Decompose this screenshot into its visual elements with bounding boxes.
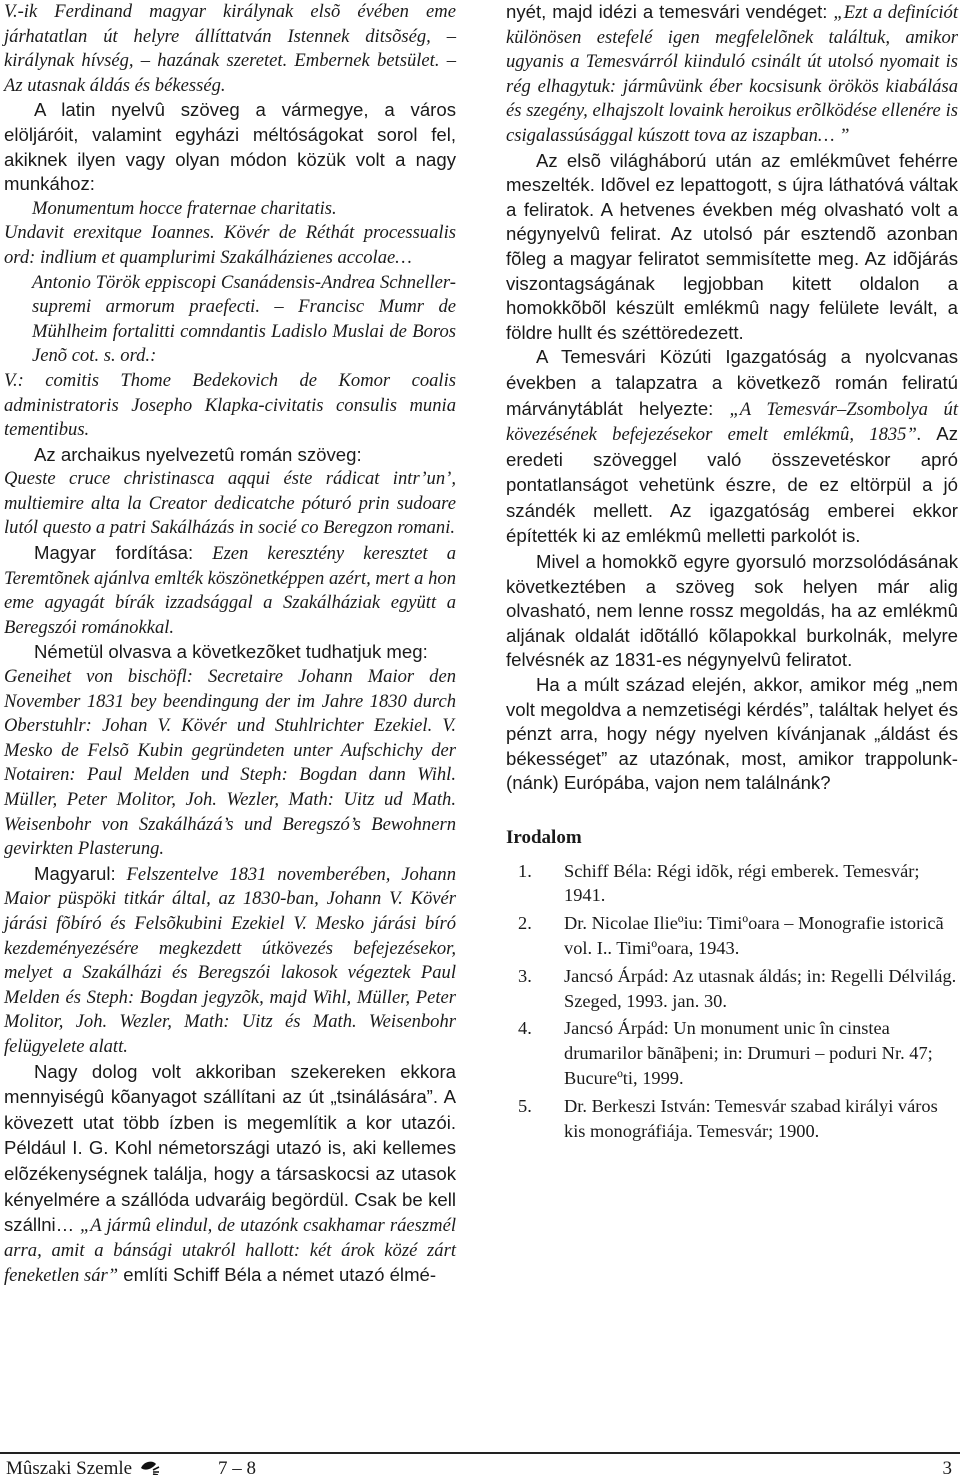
left-column [4, 0, 456, 1289]
reference-item [506, 911, 958, 961]
marble-plaque-quote: „A Temesvár–Zsombolya út kövezésének befejezésekor emelt emlékmû, 1835”. [506, 398, 958, 446]
page-footer [0, 1458, 960, 1478]
right-column [506, 0, 958, 1146]
paragraph-marble-plaque [506, 345, 958, 550]
paragraph-german-translation [4, 862, 456, 1060]
reference-item [506, 859, 958, 909]
romanian-inscription: Queste cruce christinasca aqqui éste rádicat intr’un’, multiemire alta la Creator dedicatche póturó prin sudoare lutól questo a patri Sakálházás in socié co Beregzon romani. [4, 468, 456, 539]
paragraph-post-war: Az elsõ világháború után az emlékmûvet fehérre meszelték. Idõvel ez lepattogott, s újra láthatóvá váltak a feliratok. A hetvenes években még olvasható volt a négynyelvû felirat. Az utolsó pár esztendõ azonban fõleg a magyar feliratot semmisítette meg. Az idõjárás viszontagságának legjobban kitett oldalon a homokkõbõl készült emlékmû nagy felülete levált, a földre hullt és széttöredezett. [506, 149, 958, 343]
latin-line: Monumentum hocce fraternae charitatis. [32, 197, 337, 219]
latin-line: V.: comitis Thome Bedekovich de Komor coalis administratoris Josepho Klapka-civitatis consulis munia tementibus. [4, 369, 456, 441]
reference-number: 2. [518, 913, 532, 934]
references-list [506, 859, 958, 1144]
journal-name [6, 1458, 166, 1480]
label-hungarian-translation: Magyar fordítása: [34, 542, 194, 564]
hungarian-translation-text: Ezen keresztény keresztet a Teremtõnek ajánlva emlték köszönetképpen azért, mert a hon eme agyagát bírák izzadsággal a Szakálháziak együtt a Beregszói románokkal. [4, 543, 457, 638]
reference-number: 5. [518, 1095, 532, 1116]
issue-number: 7 – 8 [218, 1458, 256, 1479]
paragraph-traveler-quote [506, 0, 958, 149]
reference-text: Jancsó Árpád: Az utasnak áldás; in: Regelli Délvilág. Szeged, 1993. jan. 30. [564, 965, 957, 1011]
paragraph-hungarian-translation [4, 541, 456, 640]
reference-item [506, 964, 958, 1014]
paragraph-road-history [4, 1060, 456, 1289]
paragraph-latin-intro: A latin nyelvû szöveg a vármegye, a város elöljáróit, valamint egyházi méltóságokat sorol fel, akiknek ilyen vagy olyan módon közük volt a nagy munkához: [4, 99, 456, 195]
paragraph-romanian-intro: Az archaikus nyelvezetû román szöveg: [34, 443, 362, 465]
reference-text: Schiff Béla: Régi idõk, régi emberek. Temesvár; 1941. [564, 860, 920, 906]
traveler-quote: „Ezt a definíciót különösen estefelé igen megfelelõnek találtuk, amikor ugyanis a Temesvárról kiinduló csinált út utolsó nyomait is rég elhagytuk: jármûvünk éber kocsisunk örökös kiabálása és szegény, elhajszolt lovaink heroikus erõlködése ellenére is csigalassúsággal kúszott tova az iszapban… ” [506, 2, 958, 146]
latin-inscription [4, 197, 456, 443]
paragraph-closing: Ha a múlt század elején, akkor, amikor még „nem volt megoldva a nemzetiségi kérdés”, találtak helyet és pénzt arra, hogy négy nyelven kívánjanak „áldást és békességet” az utazónak, most, amikor trappolunk-(nánk) Európába, vajon nem találnánk? [506, 674, 958, 794]
reference-number: 1. [518, 860, 532, 881]
marble-plaque-end: Az eredeti szöveggel való összevetéskor apró pontatlanságot vehetünk észre, de ez eltörpül a jó szándék mellett. Az igazgatóság emberei ekkor építették ki az emlékmû melletti parkolót is. [506, 423, 959, 547]
road-history-text: Nagy dolog volt akkoriban szekereken ekkora mennyiségû kõanyagot szállítani az út „tsinálására”. A kövezett utat több ízben is megemlítik a kor utazói. Például I. G. Kohl németországi utazó is, aki kellemes elõzékenységnek találja, hogy a társaskocsi az utasok kényelmére a szállóda udvaráig begördül. Csak be kell szállni… [4, 1060, 456, 1236]
paragraph-sandstone: Mivel a homokkõ egyre gyorsuló morzsolódásának következtében a szöveg sok helyen már alig olvasható, nem lenne rossz megoldás, ha az emlékmû aljának oldalát idõtálló kõlapokkal burkolnák, melyre felvésnék az 1831-es négynyelvû feliratot. [506, 551, 958, 671]
road-history-quote: „A jármû elindul, de utazónk csakhamar ráeszmél arra, amit a bánsági utakról hallott: két árok közé zárt feneketlen sár” [4, 1215, 456, 1287]
latin-line: Undavit erexitque Ioannes. Kövér de Réthát processualis ord: indlium et quamplurimi Szakálházienes accolae… [4, 222, 456, 268]
reference-text: Dr. Nicolae Ilieºiu: Timiºoara – Monografie istoricã vol. I.. Timiºoara, 1943. [564, 913, 944, 958]
reference-number: 4. [518, 1018, 532, 1039]
marble-plaque-lead: A Temesvári Közúti Igazgatóság a nyolcvanas években a talapzatra a következõ román feliratú márványtáblát helyezte: [506, 346, 958, 419]
label-magyarul: Magyarul: [34, 862, 116, 884]
reference-item [506, 1016, 958, 1090]
leaf-icon [140, 1460, 160, 1475]
page-number: 3 [942, 1458, 952, 1479]
reference-number: 3. [518, 965, 532, 986]
paragraph-inscription-hungarian: V.-ik Ferdinand magyar királynak elsõ évében eme járhatatlan út helyre állíttatván Istennek ditsõség, – királynak hívség, – hazának szeretet. Embernek betsület. – Az utasnak áldás és békesség. [4, 1, 456, 96]
references-title: Irodalom [506, 827, 582, 848]
reference-text: Jancsó Árpád: Un monument unic în cinstea drumarilor bãnãþeni; in: Drumuri – poduri Nr. 47; Bucureºti, 1999. [564, 1018, 933, 1088]
reference-item [506, 1094, 958, 1144]
footer-rule [0, 1452, 960, 1454]
journal-title: Mûszaki Szemle [6, 1458, 133, 1479]
latin-line: Antonio Török eppiscopi Csanádensis-Andrea Schneller-supremi armorum praefecti. – Francisc Mumr de Mühlheim fortalitti comndantis Ladislo Muslai de Boros Jenõ cot. s. ord.: [32, 271, 456, 367]
german-inscription: Geneihet von bischöfl: Secretaire Johann Maior den November 1831 bey beendingung der im Jahre 1830 durch Oberstuhlr: Johan V. Kövér und Stuhlrichter Ezekiel. V. Mesko de Felsõ Kubin gegründeten unter Aufschichy der Notairen: Paul Melden und Steph: Bogdan dann Wihl. Müller, Peter Molitor, Joh. Wezler, Math: Uitz ud Math. Weisenbohr von Szakálházá’s und Beregszó’s Bewohnern gevirkten Plasterung. [4, 666, 456, 860]
paragraph-german-intro: Németül olvasva a következõket tudhatjuk meg: [34, 641, 428, 663]
traveler-quote-lead: nyét, majd idézi a temesvári vendéget: [506, 1, 834, 22]
german-translation-text: Felszentelve 1831 novemberében, Johann Maior püspöki titkár által, az 1830-ban, Johann V. Kövér járási fõbíró és Felsõkubini Ezekiel V. Mesko járási bíró kezdeményezésére megkezdett útkövezés befejezésekor, melyet a Szakálházi és Beregszói lakosok végeztek Paul Melden és Steph: Bogdan jegyzõk, majd Wihl, Müller, Peter Molitor, Joh. Wezler, Math: Uitz és Math. Weisenbohr felügyelete alatt. [4, 863, 456, 1057]
road-history-text-end: említi Schiff Béla a német utazó élmé- [118, 1264, 437, 1286]
reference-text: Dr. Berkeszi István: Temesvár szabad királyi város kis monográfiája. Temesvár; 1900. [564, 1095, 938, 1141]
